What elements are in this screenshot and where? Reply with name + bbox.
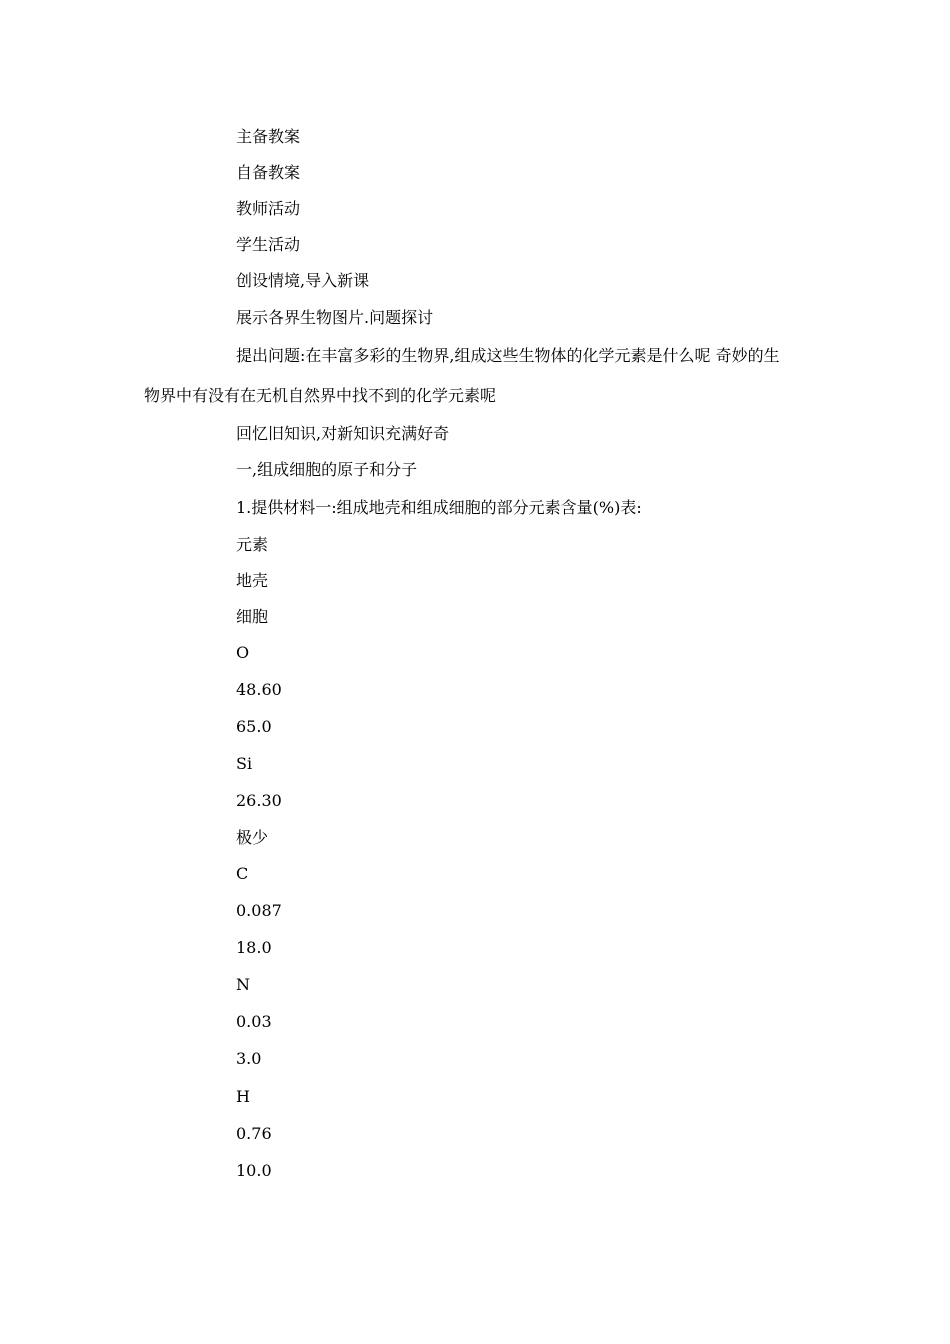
table-cell-element: N	[236, 975, 250, 994]
table-header-crust: 地壳	[236, 571, 269, 590]
material-intro: 1.提供材料一:组成地壳和组成细胞的部分元素含量(%)表:	[236, 498, 642, 517]
table-cell-crust: 0.087	[236, 901, 282, 920]
header-row-self-plan: 自备教案	[236, 163, 301, 182]
table-cell-cell: 极少	[236, 828, 269, 847]
section-title: 一,组成细胞的原子和分子	[236, 460, 418, 479]
table-cell-element: C	[236, 864, 249, 883]
header-row-teacher-activity: 教师活动	[236, 199, 301, 218]
recall-text: 回忆旧知识,对新知识充满好奇	[236, 424, 450, 443]
table-cell-element: H	[236, 1087, 250, 1106]
header-row-student-activity: 学生活动	[236, 235, 301, 254]
table-cell-cell: 18.0	[236, 938, 272, 957]
table-cell-crust: 26.30	[236, 791, 282, 810]
table-cell-cell: 10.0	[236, 1161, 272, 1180]
header-row-main-plan: 主备教案	[236, 127, 301, 146]
table-cell-crust: 0.76	[236, 1124, 272, 1143]
question-line-2: 物界中有没有在无机自然界中找不到的化学元素呢	[144, 386, 497, 405]
intro-heading: 创设情境,导入新课	[236, 271, 370, 290]
table-header-element: 元素	[236, 535, 269, 554]
show-images-text: 展示各界生物图片.问题探讨	[236, 308, 434, 327]
table-cell-element: O	[236, 643, 250, 662]
table-cell-crust: 0.03	[236, 1012, 272, 1031]
table-cell-element: Si	[236, 754, 253, 773]
table-header-cell: 细胞	[236, 607, 269, 626]
table-cell-crust: 48.60	[236, 680, 282, 699]
table-cell-cell: 3.0	[236, 1049, 262, 1068]
table-cell-cell: 65.0	[236, 717, 272, 736]
question-line-1: 提出问题:在丰富多彩的生物界,组成这些生物体的化学元素是什么呢 奇妙的生	[236, 346, 780, 365]
